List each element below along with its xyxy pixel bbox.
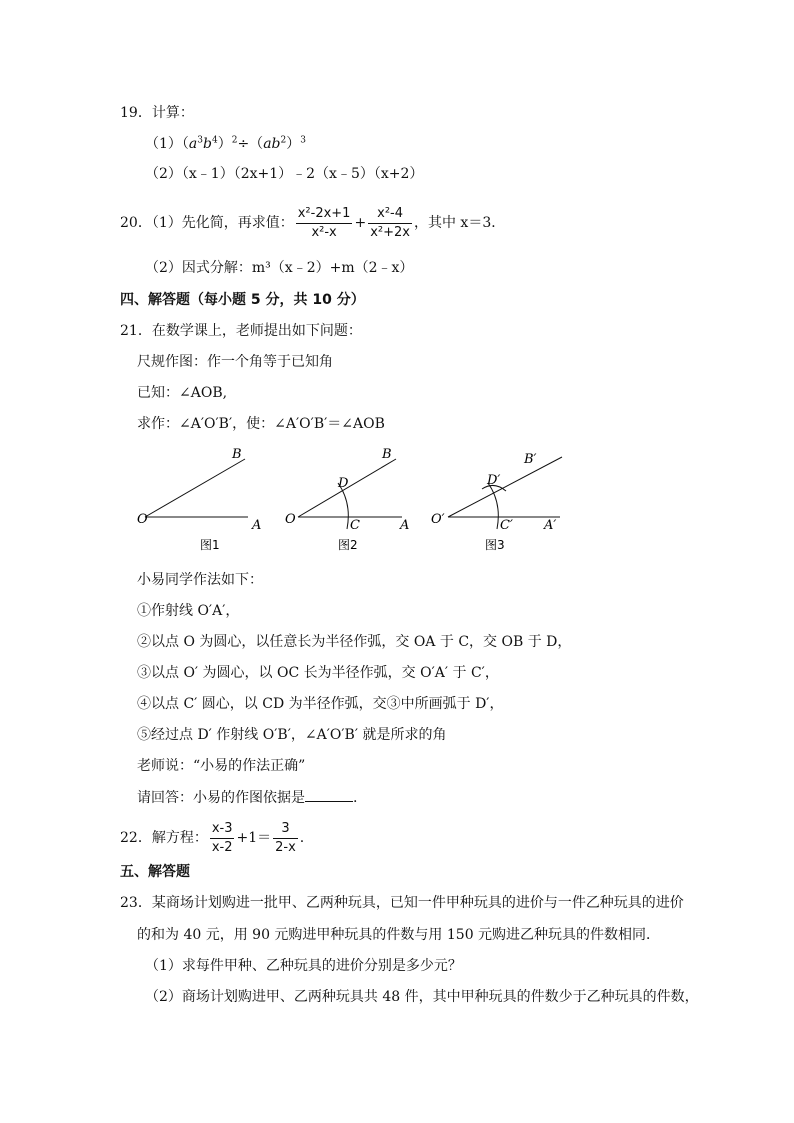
q22-fraction-1: $\frac{x-3}{x-2}$	[211, 820, 233, 855]
q19-part1: $(1)(a^3b^4)^2\div(ab^2)^3$	[145, 135, 306, 152]
fig3-label-D: D′	[487, 473, 501, 488]
q21-stem: 21．在数学课上，老师提出如下问题：	[120, 323, 362, 339]
q19-part2: （2）（x﹣1）（2x+1）﹣2（x﹣5）（x+2）	[145, 166, 424, 182]
q21-step-3: ③以点 O′ 为圆心，以 OC 长为半径作弧，交 O′A′ 于 C′，	[137, 665, 499, 681]
q21-figures	[130, 445, 580, 560]
q21-step-4: ④以点 C′ 圆心，以 CD 为半径作弧，交③中所画弧于 D′，	[137, 696, 504, 712]
fig1-label-A: A	[252, 518, 262, 533]
q21-step-5: ⑤经过点 D′ 作射线 O′B′，∠A′O′B′ 就是所求的角	[137, 727, 447, 743]
q19-stem: 19．计算：	[120, 105, 194, 121]
section-4-heading: 四、解答题（每小题 5 分，共 10 分）	[120, 292, 365, 308]
q21-method-intro: 小易同学作法如下：	[137, 572, 263, 588]
figure-1	[137, 447, 261, 552]
fig1-caption: 图1	[200, 538, 220, 552]
section-5-heading: 五、解答题	[120, 864, 190, 880]
q20-fraction-2: $\frac{\text{x²-4}}{\text{x²+2x}}$	[370, 205, 410, 240]
fig3-label-O: O′	[431, 512, 445, 527]
q21-ask: 求作：∠A′O′B′，使：∠A′O′B′＝∠AOB	[137, 416, 385, 432]
q21-step-1: ①作射线 O′A′，	[137, 603, 240, 619]
q21-answer-line: 请回答：小易的作图依据是 .	[137, 787, 357, 808]
fig1-label-B: B	[232, 447, 242, 462]
fig2-label-A: A	[400, 518, 410, 533]
fig2-label-D: D	[338, 476, 349, 491]
q22-fraction-2: $\frac{3}{2-x}$	[275, 820, 296, 855]
answer-blank[interactable]	[305, 787, 353, 802]
q20-part2: （2）因式分解：m³（x﹣2）+m（2﹣x）	[145, 260, 414, 276]
q23-part-2: （2）商场计划购进甲、乙两种玩具共 48 件，其中甲种玩具的件数少于乙种玩具的件数，	[145, 989, 699, 1005]
q21-step-2: ②以点 O 为圆心，以任意长为半径作弧，交 OA 于 C，交 OB 于 D，	[137, 634, 572, 650]
q20-part1: 20．（1）先化简，再求值： $\frac{\text{x²-2x+1}}{\text{x²-x}}$ + $\frac{\text{x²-4}}{\text{x²+2x}}$ ，其中 x＝3．	[120, 205, 506, 240]
q22-equation: 22．解方程： $\frac{x-3}{x-2}$ +1＝ $\frac{3}{2-x}$ .	[120, 820, 305, 855]
q23-part-1: （1）求每件甲种、乙种玩具的进价分别是多少元？	[145, 958, 462, 974]
fig2-caption: 图2	[338, 538, 358, 552]
figure-2	[285, 447, 409, 552]
fig2-label-B: B	[382, 447, 392, 462]
fig3-label-A: A′	[544, 518, 557, 533]
q21-teacher-remark: 老师说：“小易的作法正确”	[137, 758, 306, 774]
q21-known: 已知：∠AOB,	[137, 385, 228, 401]
fig1-label-O: O	[137, 512, 148, 527]
q23-line-1: 23．某商场计划购进一批甲、乙两种玩具，已知一件甲种玩具的进价与一件乙种玩具的进价	[120, 895, 684, 911]
fig3-caption: 图3	[485, 538, 505, 552]
q20-fraction-1: $\frac{\text{x²-2x+1}}{\text{x²-x}}$	[297, 205, 351, 240]
fig3-label-C: C′	[500, 518, 513, 533]
q23-line-2: 的和为 40 元，用 90 元购进甲种玩具的件数与用 150 元购进乙种玩具的件数相同．	[137, 927, 661, 943]
fig2-label-C: C	[350, 518, 360, 533]
fig3-label-B: B′	[524, 452, 537, 467]
figure-3	[431, 452, 562, 552]
fig2-label-O: O	[285, 512, 296, 527]
q21-task: 尺规作图：作一个角等于已知角	[137, 354, 333, 370]
